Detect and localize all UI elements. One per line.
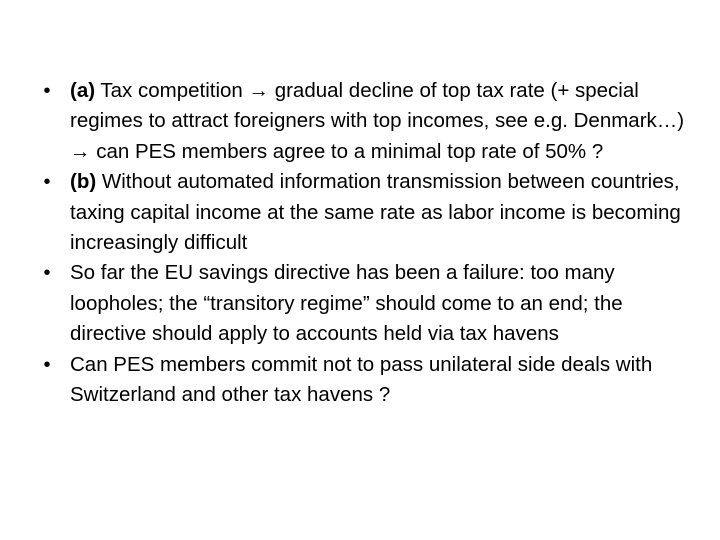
bullet-item-savings-directive — [40, 258, 690, 349]
bullet-text: Without automated information transmission between countries, taxing capital income at the same rate as labor income is becoming increasingly difficult — [70, 170, 681, 255]
bullet-prefix: (b) — [70, 170, 97, 194]
bullet-item-side-deals — [40, 350, 690, 411]
bullet-text: Can PES members commit not to pass unilateral side deals with Switzerland and other tax havens ? — [70, 352, 653, 407]
bullet-text: Tax competition → gradual decline of top tax rate (+ special regimes to attract foreigners with top incomes, see e.g. Denmark…) → can PES members agree to a minimal top rate of 50% ? — [70, 79, 685, 163]
bullet-list — [40, 76, 690, 410]
bullet-item-information-transmission — [40, 167, 690, 258]
bullet-marker: • — [43, 353, 51, 376]
bullet-marker: • — [43, 262, 51, 285]
bullet-text: So far the EU savings directive has been a failure: too many loopholes; the “transitory regime” should come to an end; the directive should apply to accounts held via tax havens — [70, 261, 623, 346]
bullet-item-tax-competition — [40, 76, 690, 167]
bullet-marker: • — [43, 171, 51, 194]
bullet-prefix: (a) — [70, 79, 96, 102]
bullet-marker: • — [43, 80, 51, 102]
